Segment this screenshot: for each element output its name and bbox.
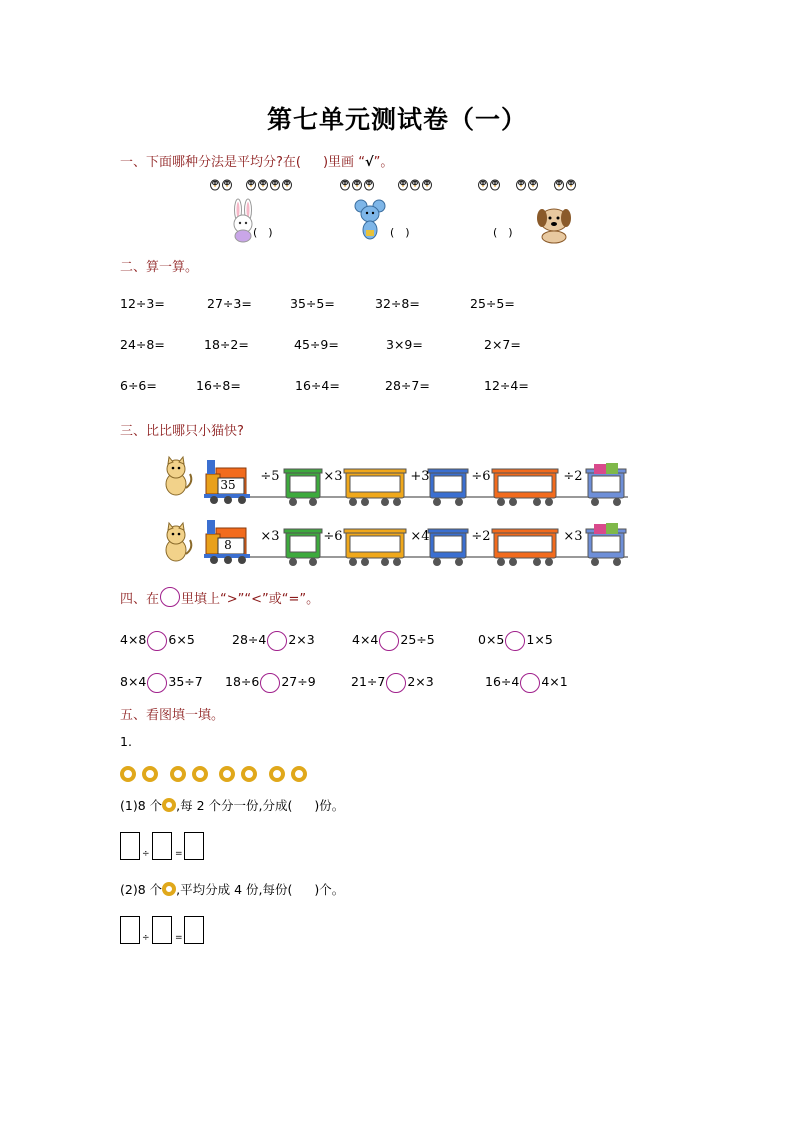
calc-item: 32÷8= <box>375 296 420 311</box>
train-car <box>344 469 406 506</box>
compare-circle[interactable] <box>379 631 399 651</box>
ring-icon <box>192 766 208 782</box>
mouse-icon <box>355 200 385 239</box>
train-cars-layer <box>248 463 628 566</box>
train-1-start: 35 <box>220 478 236 492</box>
answer-box[interactable] <box>120 832 140 860</box>
ring-icon <box>162 798 176 812</box>
compare-circle[interactable] <box>386 673 406 693</box>
operation-label: ÷2 <box>563 469 583 484</box>
compare-circle[interactable] <box>147 673 167 693</box>
question-2: (2)8 个 ,平均分成 4 份,每份( )个。 <box>120 882 345 897</box>
page-title: 第七单元测试卷（一） <box>266 105 527 134</box>
train-car <box>428 469 468 506</box>
answer-window <box>498 476 552 492</box>
answer-window <box>350 536 400 552</box>
compare-circle[interactable] <box>147 631 167 651</box>
dog-icon <box>537 209 571 243</box>
operation-label: ×3 <box>563 529 583 544</box>
calc-item: 45÷9= <box>294 337 339 352</box>
answer-window <box>592 536 620 552</box>
calc-item: 6÷6= <box>120 378 157 393</box>
operation-label: ÷5 <box>260 469 280 484</box>
compare-circle[interactable] <box>267 631 287 651</box>
operation-label: ÷2 <box>471 529 491 544</box>
cat-icon-2 <box>166 523 191 561</box>
train-car <box>492 529 558 566</box>
ring-icon <box>120 766 136 782</box>
train-car <box>428 529 468 566</box>
train-car <box>344 529 406 566</box>
compare-circle-sample <box>160 587 180 607</box>
ring-icon <box>162 882 176 896</box>
calc-item: 16÷8= <box>196 378 241 393</box>
answer-window <box>498 536 552 552</box>
train-car <box>586 469 626 506</box>
calc-item: 27÷3= <box>207 296 252 311</box>
compare-circle[interactable] <box>520 673 540 693</box>
rabbit-icon <box>234 199 252 242</box>
ring-icon <box>291 766 307 782</box>
calc-item: 12÷3= <box>120 296 165 311</box>
ring-icon <box>142 766 158 782</box>
pigeon-group-2 <box>341 180 432 190</box>
section-2-heading: 二、算一算。 <box>120 260 199 275</box>
train-race <box>158 452 638 570</box>
answer-paren-2[interactable]: ( ) <box>390 226 410 239</box>
operation-label: ÷6 <box>323 529 343 544</box>
answer-box[interactable] <box>120 916 140 944</box>
gift-icon <box>594 463 618 474</box>
calc-item: 28÷7= <box>385 378 430 393</box>
calc-item: 35÷5= <box>290 296 335 311</box>
calc-item: 24÷8= <box>120 337 165 352</box>
section-4-heading: 四、在 里填上“>”“<”或“=”。 <box>120 587 319 607</box>
answer-box[interactable] <box>184 832 204 860</box>
compare-circle[interactable] <box>260 673 280 693</box>
operation-label: ×3 <box>323 469 343 484</box>
answer-box[interactable] <box>184 916 204 944</box>
pigeon-group-1 <box>211 180 292 190</box>
section-3-heading: 三、比比哪只小猫快? <box>120 424 244 439</box>
answer-window <box>434 476 462 492</box>
calc-item: 18÷2= <box>204 337 249 352</box>
ring-icon <box>219 766 235 782</box>
question-1: (1)8 个 ,每 2 个分一份,分成( )份。 <box>120 798 345 813</box>
calc-item: 12÷4= <box>484 378 529 393</box>
answer-box[interactable] <box>152 832 172 860</box>
compare-circle[interactable] <box>505 631 525 651</box>
operation-label: ×4 <box>410 529 430 544</box>
operation-label: +3 <box>410 469 430 484</box>
answer-window <box>592 476 620 492</box>
cat-icon-1 <box>166 457 191 495</box>
calc-item: 16÷4= <box>295 378 340 393</box>
answer-window <box>350 476 400 492</box>
section-1-heading: 一、下面哪种分法是平均分?在( )里画 “√”。 <box>120 155 394 170</box>
ring-icon <box>170 766 186 782</box>
gift-icon <box>594 523 618 534</box>
train-car <box>284 529 322 566</box>
train-car <box>586 529 626 566</box>
calc-item: 2×7= <box>484 337 521 352</box>
answer-window <box>434 536 462 552</box>
operation-label: ÷6 <box>471 469 491 484</box>
answer-paren-3[interactable]: ( ) <box>493 226 513 239</box>
answer-box[interactable] <box>152 916 172 944</box>
train-car <box>492 469 558 506</box>
train-car <box>284 469 322 506</box>
train-2-start: 8 <box>224 538 232 552</box>
section-5-heading: 五、看图填一填。 <box>120 708 225 723</box>
answer-window <box>290 476 316 492</box>
ring-icon <box>241 766 257 782</box>
ring-icon <box>269 766 285 782</box>
operation-label: ×3 <box>260 529 280 544</box>
answer-paren-1[interactable]: ( ) <box>253 226 273 239</box>
calc-item: 3×9= <box>386 337 423 352</box>
answer-window <box>290 536 316 552</box>
pigeon-group-3 <box>479 180 576 190</box>
item-number: 1. <box>120 734 132 749</box>
calc-item: 25÷5= <box>470 296 515 311</box>
